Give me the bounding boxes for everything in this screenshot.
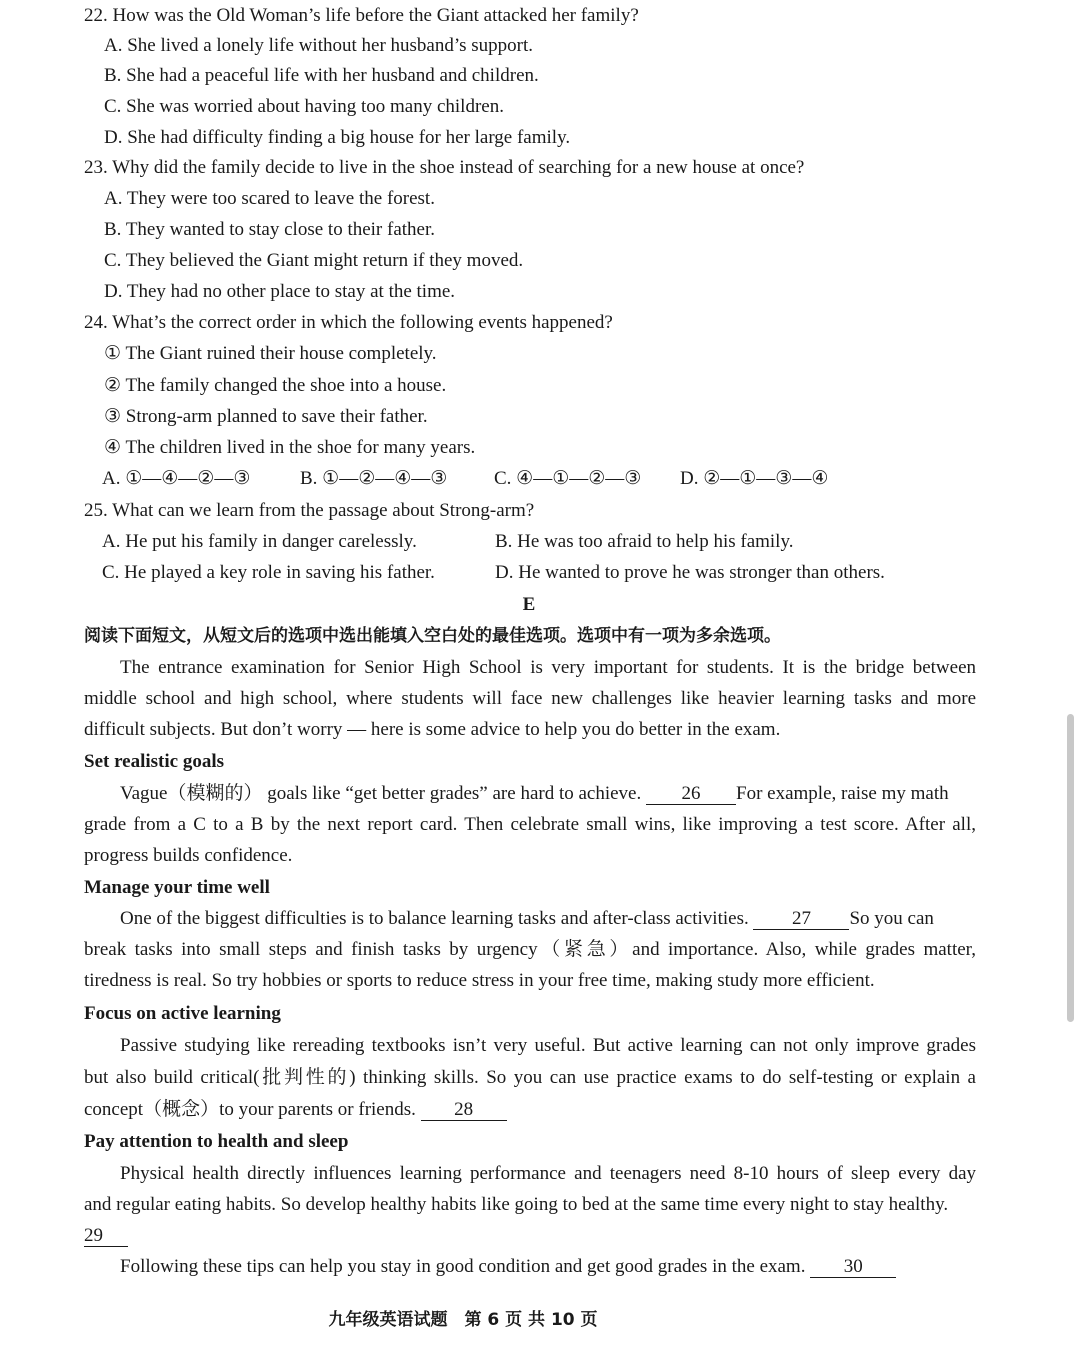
q23-option-a: A. They were too scared to leave the forest. xyxy=(104,188,435,209)
para3-line-2: but also build critical(批判性的) thinking skills. So you can use practice exams to do self-testing or explain a xyxy=(84,1067,976,1088)
para2-line-1 xyxy=(120,907,976,931)
vertical-scrollbar[interactable] xyxy=(1067,714,1074,1022)
intro-line-2: middle school and high school, where students will face new challenges like heavier learning tasks and more xyxy=(84,688,976,709)
q22-option-a: A. She lived a lonely life without her husband’s support. xyxy=(104,35,534,56)
blank-29: 29 xyxy=(84,1226,128,1247)
heading-active-learning: Focus on active learning xyxy=(84,1003,281,1024)
question-25-stem: 25. What can we learn from the passage about Strong-arm? xyxy=(84,500,535,521)
para2-line-3: tiredness is real. So try hobbies or sports to reduce stress in your free time, making study more efficient. xyxy=(84,970,875,991)
q25-option-c: C. He played a key role in saving his father. xyxy=(102,562,435,583)
para1-line-1-text-b: For example, raise my math xyxy=(736,783,949,804)
section-e-instruction: 阅读下面短文，从短文后的选项中选出能填入空白处的最佳选项。选项中有一项为多余选项。 xyxy=(84,626,781,646)
para2-line-1-text-a: One of the biggest difficulties is to balance learning tasks and after-class activities. xyxy=(120,908,749,929)
intro-line-3: difficult subjects. But don’t worry — here is some advice to help you do better in the exam. xyxy=(84,719,781,740)
para2-line-2: break tasks into small steps and finish tasks by urgency（紧急）and importance. Also, while grades matter, xyxy=(84,939,976,960)
q22-option-b: B. She had a peaceful life with her husband and children. xyxy=(104,65,539,86)
blank-28: 28 xyxy=(421,1100,507,1121)
q22-option-c: C. She was worried about having too many children. xyxy=(104,96,504,117)
q24-option-a: A. ①—④—②—③ xyxy=(102,468,251,489)
q23-option-d: D. They had no other place to stay at the time. xyxy=(104,281,456,302)
para1-line-2: grade from a C to a B by the next report card. Then celebrate small wins, like improving a test score. After all, xyxy=(84,814,976,835)
blank-26: 26 xyxy=(646,784,736,805)
question-23-stem: 23. Why did the family decide to live in the shoe instead of searching for a new house at once? xyxy=(84,157,805,178)
para1-line-1-text-a: Vague（模糊的） goals like “get better grades” are hard to achieve. xyxy=(120,783,642,804)
q24-option-d: D. ②—①—③—④ xyxy=(680,468,829,489)
q25-option-b: B. He was too afraid to help his family. xyxy=(495,531,794,552)
q24-event-4: ④ The children lived in the shoe for many years. xyxy=(104,437,476,458)
para5-line-1 xyxy=(120,1255,896,1279)
para3-line-1: Passive studying like rereading textbooks isn’t very useful. But active learning can not only improve grades xyxy=(120,1035,976,1056)
para4-line-1: Physical health directly influences learning performance and teenagers need 8-10 hours of sleep every day xyxy=(120,1163,976,1184)
q23-option-b: B. They wanted to stay close to their father. xyxy=(104,219,436,240)
heading-manage-time: Manage your time well xyxy=(84,877,270,898)
q22-option-d: D. She had difficulty finding a big house for her large family. xyxy=(104,127,571,148)
intro-line-1: The entrance examination for Senior High School is very important for students. It is the bridge between xyxy=(120,657,976,678)
question-24-stem: 24. What’s the correct order in which the following events happened? xyxy=(84,312,613,333)
section-e-heading: E xyxy=(522,594,536,615)
para1-line-3: progress builds confidence. xyxy=(84,845,293,866)
q24-event-1: ① The Giant ruined their house completely. xyxy=(104,343,437,364)
q24-option-c: C. ④—①—②—③ xyxy=(494,468,642,489)
blank-30: 30 xyxy=(810,1257,896,1278)
heading-set-realistic-goals: Set realistic goals xyxy=(84,751,225,772)
para1-line-1 xyxy=(120,782,976,806)
para5-text: Following these tips can help you stay in good condition and get good grades in the exam. xyxy=(120,1256,806,1277)
heading-health-sleep: Pay attention to health and sleep xyxy=(84,1131,349,1152)
blank-27: 27 xyxy=(753,909,849,930)
page-footer: 九年级英语试题 第 6 页 共 10 页 xyxy=(328,1310,598,1330)
para3-line-3-text: concept（概念）to your parents or friends. xyxy=(84,1099,416,1120)
para4-line-2: and regular eating habits. So develop healthy habits like going to bed at the same time every night to stay healthy. xyxy=(84,1194,949,1215)
q24-option-b: B. ①—②—④—③ xyxy=(300,468,448,489)
question-22-stem: 22. How was the Old Woman’s life before the Giant attacked her family? xyxy=(84,5,639,26)
para2-line-1-text-b: So you can xyxy=(849,908,934,929)
para4-line-3 xyxy=(84,1224,128,1248)
q25-option-a: A. He put his family in danger carelessly. xyxy=(102,531,417,552)
q24-event-2: ② The family changed the shoe into a house. xyxy=(104,375,447,396)
q23-option-c: C. They believed the Giant might return if they moved. xyxy=(104,250,524,271)
q24-event-3: ③ Strong-arm planned to save their father. xyxy=(104,406,428,427)
para3-line-3 xyxy=(84,1098,507,1122)
q25-option-d: D. He wanted to prove he was stronger than others. xyxy=(495,562,885,583)
